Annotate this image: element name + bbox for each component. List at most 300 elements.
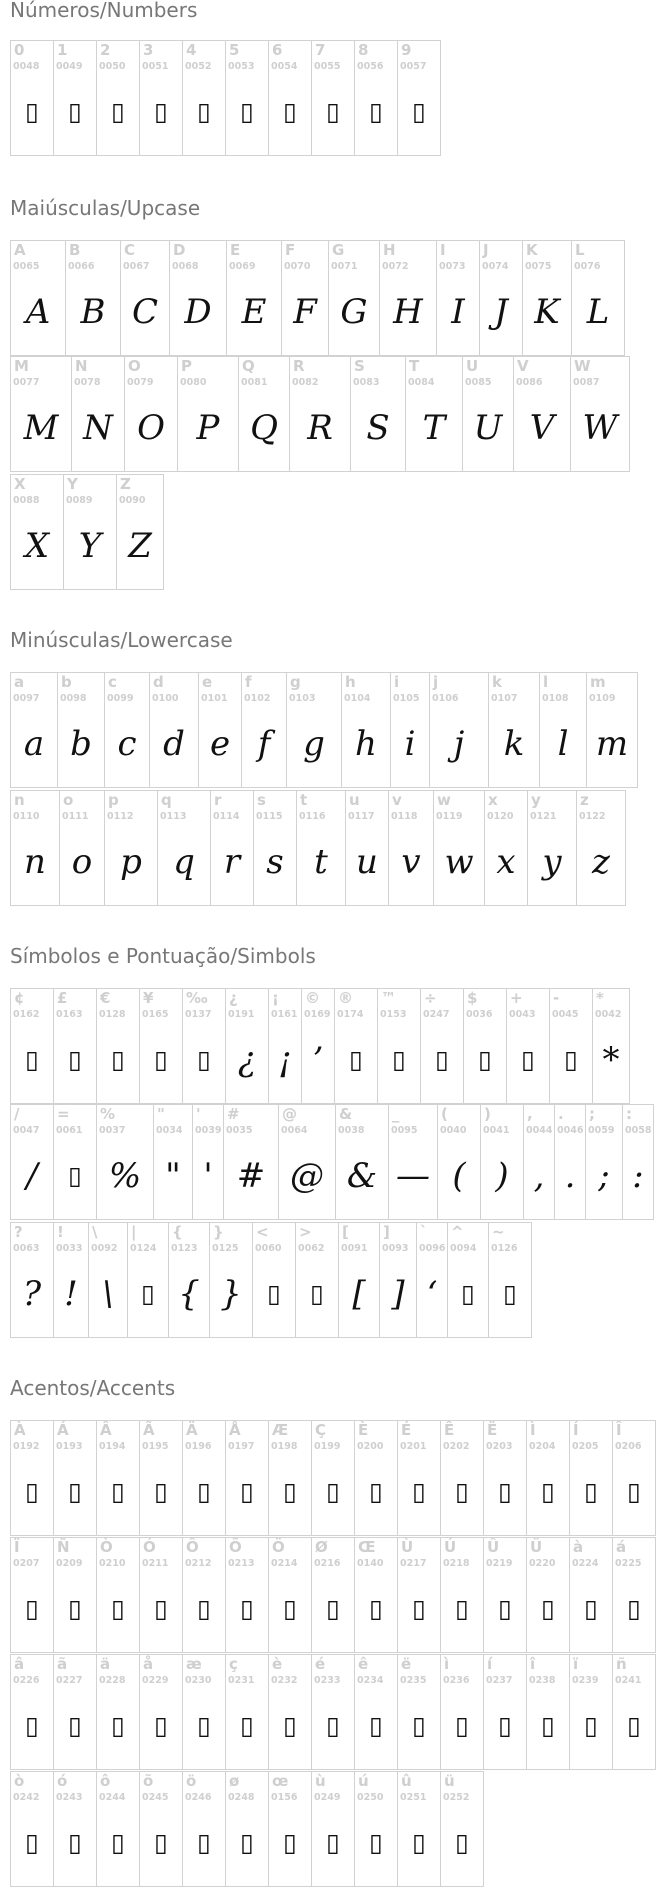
glyph-cell xyxy=(53,1420,97,1536)
glyph-cell xyxy=(462,356,514,472)
glyph-cell xyxy=(104,672,150,788)
missing-glyph-box: ▯ xyxy=(111,97,125,126)
glyph-cell xyxy=(429,672,489,788)
glyph-sample: S xyxy=(366,408,390,448)
glyph-character-label: ( xyxy=(441,1105,448,1123)
glyph-cell xyxy=(127,1222,169,1338)
glyph-character-label: î xyxy=(530,1655,536,1673)
glyph-sample: I xyxy=(451,292,465,332)
glyph-code-label: 0116 xyxy=(299,811,326,822)
glyph-character-label: $ xyxy=(467,989,478,1007)
glyph-cell xyxy=(241,672,287,788)
glyph-code-label: 0091 xyxy=(341,1243,368,1254)
glyph-cell xyxy=(440,1771,484,1887)
glyph-cell xyxy=(397,40,441,156)
glyph-cell xyxy=(10,1420,54,1536)
glyph-code-label: 0052 xyxy=(185,61,212,72)
missing-glyph-box: ▯ xyxy=(283,1477,297,1506)
glyph-code-label: 0247 xyxy=(423,1009,450,1020)
glyph-cell xyxy=(225,1771,269,1887)
glyph-cell xyxy=(488,1222,532,1338)
glyph-cell xyxy=(169,240,227,356)
glyph-code-label: 0049 xyxy=(56,61,83,72)
glyph-code-label: 0123 xyxy=(171,1243,198,1254)
glyph-code-label: 0212 xyxy=(185,1558,212,1569)
missing-glyph-box: ▯ xyxy=(412,1828,426,1857)
glyph-sample: ¡ xyxy=(278,1040,292,1080)
glyph-character-label: m xyxy=(590,673,606,691)
glyph-cell xyxy=(59,790,105,906)
glyph-character-label: € xyxy=(100,989,111,1007)
glyph-code-label: 0062 xyxy=(298,1243,325,1254)
glyph-sample: G xyxy=(340,292,368,332)
glyph-sample: D xyxy=(184,292,212,332)
glyph-character-label: o xyxy=(63,791,74,809)
glyph-sample: s xyxy=(266,842,284,882)
glyph-code-label: 0098 xyxy=(60,693,87,704)
glyph-character-label: ~ xyxy=(492,1223,505,1241)
glyph-sample: W xyxy=(582,408,618,448)
glyph-cell xyxy=(10,40,54,156)
glyph-character-label: r xyxy=(214,791,222,809)
glyph-code-label: 0036 xyxy=(466,1009,493,1020)
glyph-code-label: 0074 xyxy=(482,261,509,272)
glyph-character-label: S xyxy=(354,357,365,375)
glyph-character-label: ö xyxy=(186,1772,197,1790)
glyph-code-label: 0092 xyxy=(91,1243,118,1254)
glyph-cell xyxy=(153,1104,193,1220)
glyph-character-label: Ñ xyxy=(57,1538,70,1556)
glyph-character-label: : xyxy=(626,1105,632,1123)
glyph-code-label: 0061 xyxy=(56,1125,83,1136)
missing-glyph-box: ▯ xyxy=(498,1477,512,1506)
glyph-character-label: \ xyxy=(92,1223,98,1241)
glyph-cell xyxy=(96,988,140,1104)
section-title-symbols: Símbolos e Pontuação/Simbols xyxy=(10,944,316,968)
glyph-row xyxy=(10,672,637,787)
glyph-code-label: 0081 xyxy=(241,377,268,388)
glyph-cell xyxy=(88,1222,128,1338)
glyph-code-label: 0237 xyxy=(486,1675,513,1686)
glyph-sample: ‘ xyxy=(426,1274,438,1314)
glyph-cell xyxy=(139,40,183,156)
glyph-code-label: 0246 xyxy=(185,1792,212,1803)
glyph-character-label: = xyxy=(57,1105,70,1123)
glyph-character-label: ç xyxy=(229,1655,238,1673)
glyph-sample: f xyxy=(257,724,271,764)
glyph-code-label: 0059 xyxy=(588,1125,615,1136)
glyph-cell xyxy=(10,474,64,590)
glyph-cell xyxy=(506,988,550,1104)
glyph-code-label: 0112 xyxy=(107,811,134,822)
glyph-cell xyxy=(592,988,630,1104)
glyph-cell xyxy=(281,240,329,356)
glyph-cell xyxy=(96,1654,140,1770)
glyph-code-label: 0249 xyxy=(314,1792,341,1803)
glyph-character-label: Ø xyxy=(315,1538,328,1556)
glyph-code-label: 0128 xyxy=(99,1009,126,1020)
glyph-cell xyxy=(549,988,593,1104)
glyph-code-label: 0248 xyxy=(228,1792,255,1803)
missing-glyph-box: ▯ xyxy=(455,1477,469,1506)
glyph-character-label: y xyxy=(531,791,541,809)
glyph-cell xyxy=(96,40,140,156)
missing-glyph-box: ▯ xyxy=(25,1045,39,1074)
missing-glyph-box: ▯ xyxy=(197,1711,211,1740)
glyph-cell xyxy=(268,1537,312,1653)
glyph-code-label: 0048 xyxy=(13,61,40,72)
missing-glyph-box: ▯ xyxy=(68,1161,82,1190)
glyph-character-label: ! xyxy=(57,1223,64,1241)
glyph-code-label: 0140 xyxy=(357,1558,384,1569)
glyph-character-label: % xyxy=(100,1105,116,1123)
glyph-code-label: 0079 xyxy=(127,377,154,388)
glyph-cell xyxy=(569,1654,613,1770)
glyph-code-label: 0104 xyxy=(344,693,371,704)
glyph-code-label: 0084 xyxy=(408,377,435,388)
glyph-cell xyxy=(268,40,312,156)
glyph-cell xyxy=(268,1420,312,1536)
glyph-sample: @ xyxy=(290,1156,324,1196)
glyph-code-label: 0109 xyxy=(589,693,616,704)
glyph-cell xyxy=(157,790,211,906)
section-title-upcase: Maiúsculas/Upcase xyxy=(10,196,201,220)
glyph-character-label: è xyxy=(272,1655,283,1673)
glyph-sample: P xyxy=(196,408,220,448)
missing-glyph-box: ▯ xyxy=(369,1828,383,1857)
glyph-character-label: U xyxy=(466,357,479,375)
glyph-cell xyxy=(96,1537,140,1653)
glyph-code-label: 0206 xyxy=(615,1441,642,1452)
glyph-sample: / xyxy=(26,1156,38,1196)
glyph-character-label: 5 xyxy=(229,41,240,59)
glyph-code-label: 0063 xyxy=(13,1243,40,1254)
glyph-code-label: 0037 xyxy=(99,1125,126,1136)
glyph-character-label: æ xyxy=(186,1655,202,1673)
glyph-code-label: 0067 xyxy=(123,261,150,272)
glyph-cell xyxy=(120,240,170,356)
missing-glyph-box: ▯ xyxy=(197,1045,211,1074)
glyph-code-label: 0192 xyxy=(13,1441,40,1452)
glyph-cell xyxy=(526,1654,570,1770)
glyph-code-label: 0202 xyxy=(443,1441,470,1452)
glyph-sample: o xyxy=(71,842,93,882)
glyph-cell xyxy=(570,356,630,472)
glyph-code-label: 0095 xyxy=(391,1125,418,1136)
glyph-character-label: G xyxy=(332,241,345,259)
glyph-character-label: ñ xyxy=(616,1655,627,1673)
section-title-accents: Acentos/Accents xyxy=(10,1376,176,1400)
glyph-character-label: £ xyxy=(57,989,68,1007)
glyph-character-label: ì xyxy=(444,1655,450,1673)
glyph-code-label: 0199 xyxy=(314,1441,341,1452)
glyph-code-label: 0117 xyxy=(348,811,375,822)
glyph-character-label: W xyxy=(574,357,591,375)
glyph-code-label: 0050 xyxy=(99,61,126,72)
glyph-character-label: & xyxy=(339,1105,353,1123)
glyph-code-label: 0078 xyxy=(74,377,101,388)
glyph-cell xyxy=(527,790,577,906)
glyph-character-label: ¡ xyxy=(272,989,279,1007)
glyph-code-label: 0214 xyxy=(271,1558,298,1569)
glyph-character-label: I xyxy=(440,241,446,259)
glyph-sample: k xyxy=(503,724,525,764)
glyph-sample: u xyxy=(356,842,378,882)
glyph-character-label: â xyxy=(14,1655,25,1673)
missing-glyph-box: ▯ xyxy=(498,1711,512,1740)
glyph-sample: t xyxy=(314,842,328,882)
glyph-code-label: 0047 xyxy=(13,1125,40,1136)
glyph-cell xyxy=(341,672,391,788)
glyph-cell xyxy=(612,1537,656,1653)
glyph-character-label: M xyxy=(14,357,29,375)
glyph-character-label: B xyxy=(69,241,81,259)
glyph-character-label: L xyxy=(575,241,585,259)
glyph-character-label: à xyxy=(573,1538,584,1556)
glyph-character-label: Ê xyxy=(444,1421,455,1439)
missing-glyph-box: ▯ xyxy=(326,97,340,126)
glyph-code-label: 0122 xyxy=(579,811,606,822)
missing-glyph-box: ▯ xyxy=(627,1477,641,1506)
glyph-code-label: 0102 xyxy=(244,693,271,704)
glyph-sample: g xyxy=(303,724,325,764)
glyph-code-label: 0219 xyxy=(486,1558,513,1569)
glyph-character-label: Q xyxy=(242,357,255,375)
glyph-sample: Z xyxy=(128,526,152,566)
glyph-sample: R xyxy=(307,408,333,448)
glyph-row xyxy=(10,1537,655,1652)
glyph-character-label: p xyxy=(108,791,119,809)
glyph-character-label: c xyxy=(108,673,117,691)
glyph-character-label: ú xyxy=(358,1772,369,1790)
missing-glyph-box: ▯ xyxy=(326,1828,340,1857)
glyph-row xyxy=(10,1654,655,1769)
missing-glyph-box: ▯ xyxy=(68,1711,82,1740)
glyph-cell xyxy=(484,790,528,906)
glyph-character-label: O xyxy=(128,357,141,375)
glyph-character-label: ë xyxy=(401,1655,412,1673)
missing-glyph-box: ▯ xyxy=(369,97,383,126)
glyph-code-label: 0216 xyxy=(314,1558,341,1569)
missing-glyph-box: ▯ xyxy=(111,1477,125,1506)
glyph-cell xyxy=(286,672,342,788)
glyph-cell xyxy=(354,40,398,156)
glyph-code-label: 0053 xyxy=(228,61,255,72)
missing-glyph-box: ▯ xyxy=(25,1828,39,1857)
glyph-character-label: t xyxy=(300,791,308,809)
glyph-character-label: } xyxy=(213,1223,224,1241)
glyph-character-label: Ü xyxy=(530,1538,543,1556)
glyph-code-label: 0113 xyxy=(160,811,187,822)
glyph-sample: ¿ xyxy=(237,1040,257,1080)
glyph-character-label: õ xyxy=(143,1772,154,1790)
glyph-cell xyxy=(278,1104,336,1220)
missing-glyph-box: ▯ xyxy=(154,97,168,126)
glyph-row xyxy=(10,474,163,589)
glyph-cell xyxy=(53,1222,89,1338)
glyph-code-label: 0108 xyxy=(542,693,569,704)
glyph-character-label: x xyxy=(488,791,498,809)
glyph-character-label: j xyxy=(433,673,439,691)
glyph-cell xyxy=(397,1654,441,1770)
glyph-cell xyxy=(354,1654,398,1770)
missing-glyph-box: ▯ xyxy=(154,1711,168,1740)
glyph-character-label: v xyxy=(392,791,402,809)
glyph-cell xyxy=(177,356,239,472)
glyph-sample: X xyxy=(24,526,50,566)
glyph-code-label: 0226 xyxy=(13,1675,40,1686)
missing-glyph-box: ▯ xyxy=(283,1594,297,1623)
glyph-character-label: Ì xyxy=(530,1421,536,1439)
glyph-character-label: 6 xyxy=(272,41,283,59)
glyph-code-label: 0196 xyxy=(185,1441,212,1452)
glyph-sample: O xyxy=(137,408,165,448)
glyph-cell xyxy=(338,1222,380,1338)
glyph-character-label: ' xyxy=(196,1105,201,1123)
glyph-cell xyxy=(397,1537,441,1653)
glyph-code-label: 0039 xyxy=(195,1125,222,1136)
glyph-cell xyxy=(569,1420,613,1536)
glyph-code-label: 0086 xyxy=(516,377,543,388)
glyph-cell xyxy=(10,1104,54,1220)
glyph-character-label: w xyxy=(437,791,451,809)
glyph-character-label: Á xyxy=(57,1421,69,1439)
glyph-code-label: 0118 xyxy=(391,811,418,822)
glyph-code-label: 0035 xyxy=(226,1125,253,1136)
glyph-code-label: 0204 xyxy=(529,1441,556,1452)
glyph-code-label: 0066 xyxy=(68,261,95,272)
glyph-row xyxy=(10,40,440,155)
glyph-character-label: ‰ xyxy=(186,989,208,1007)
glyph-code-label: 0238 xyxy=(529,1675,556,1686)
glyph-character-label: ø xyxy=(229,1772,240,1790)
glyph-cell xyxy=(390,672,430,788)
missing-glyph-box: ▯ xyxy=(154,1045,168,1074)
glyph-character-label: ¥ xyxy=(143,989,154,1007)
glyph-character-label: V xyxy=(517,357,529,375)
glyph-code-label: 0119 xyxy=(436,811,463,822)
glyph-code-label: 0165 xyxy=(142,1009,169,1020)
glyph-character-label: û xyxy=(401,1772,412,1790)
glyph-code-label: 0207 xyxy=(13,1558,40,1569)
glyph-sample: — xyxy=(396,1156,430,1196)
glyph-cell xyxy=(225,1537,269,1653)
glyph-cell xyxy=(253,790,297,906)
section-title-lowercase: Minúsculas/Lowercase xyxy=(10,628,233,652)
glyph-character-label: ä xyxy=(100,1655,111,1673)
glyph-character-label: * xyxy=(596,989,604,1007)
glyph-code-label: 0072 xyxy=(382,261,409,272)
glyph-cell xyxy=(10,1222,54,1338)
glyph-character-label: © xyxy=(305,989,320,1007)
glyph-sample: , xyxy=(533,1156,545,1196)
missing-glyph-box: ▯ xyxy=(541,1477,555,1506)
glyph-character-label: á xyxy=(616,1538,627,1556)
glyph-cell xyxy=(479,240,523,356)
glyph-cell xyxy=(268,1654,312,1770)
glyph-cell xyxy=(139,988,183,1104)
glyph-character-label: A xyxy=(14,241,26,259)
glyph-sample: : xyxy=(632,1156,644,1196)
glyph-cell xyxy=(354,1537,398,1653)
missing-glyph-box: ▯ xyxy=(326,1711,340,1740)
glyph-code-label: 0210 xyxy=(99,1558,126,1569)
glyph-row xyxy=(10,356,629,471)
glyph-character-label: 0 xyxy=(14,41,25,59)
glyph-cell xyxy=(198,672,242,788)
glyph-sample: } xyxy=(220,1274,242,1314)
missing-glyph-box: ▯ xyxy=(240,1477,254,1506)
glyph-code-label: 0161 xyxy=(271,1009,298,1020)
glyph-cell xyxy=(223,1104,279,1220)
glyph-cell xyxy=(388,1104,438,1220)
glyph-cell xyxy=(576,790,626,906)
glyph-cell xyxy=(10,1537,54,1653)
glyph-code-label: 0169 xyxy=(304,1009,331,1020)
glyph-character-label: , xyxy=(527,1105,533,1123)
glyph-character-label: # xyxy=(227,1105,240,1123)
glyph-character-label: Ç xyxy=(315,1421,327,1439)
glyph-code-label: 0033 xyxy=(56,1243,83,1254)
missing-glyph-box: ▯ xyxy=(197,1828,211,1857)
glyph-sample: p xyxy=(120,842,142,882)
glyph-sample: x xyxy=(496,842,516,882)
glyph-character-label: " xyxy=(157,1105,165,1123)
glyph-character-label: Ã xyxy=(143,1421,155,1439)
missing-glyph-box: ▯ xyxy=(240,1594,254,1623)
glyph-code-label: 0096 xyxy=(419,1243,446,1254)
glyph-code-label: 0068 xyxy=(172,261,199,272)
glyph-code-label: 0110 xyxy=(13,811,40,822)
glyph-code-label: 0090 xyxy=(119,495,146,506)
glyph-character-label: ^ xyxy=(451,1223,464,1241)
glyph-character-label: @ xyxy=(282,1105,297,1123)
glyph-character-label: é xyxy=(315,1655,326,1673)
missing-glyph-box: ▯ xyxy=(412,1594,426,1623)
glyph-character-label: Ú xyxy=(444,1538,457,1556)
glyph-character-label: É xyxy=(401,1421,412,1439)
glyph-sample: h xyxy=(355,724,377,764)
glyph-code-label: 0060 xyxy=(255,1243,282,1254)
glyph-code-label: 0111 xyxy=(62,811,89,822)
glyph-code-label: 0115 xyxy=(256,811,283,822)
glyph-code-label: 0069 xyxy=(229,261,256,272)
glyph-cell xyxy=(182,988,226,1104)
glyph-cell xyxy=(238,356,290,472)
glyph-character-label: > xyxy=(299,1223,312,1241)
glyph-sample: w xyxy=(444,842,474,882)
glyph-cell xyxy=(416,1222,448,1338)
glyph-character-label: ¢ xyxy=(14,989,25,1007)
glyph-cell xyxy=(335,1104,389,1220)
glyph-character-label: i xyxy=(394,673,400,691)
glyph-sample: v xyxy=(401,842,421,882)
glyph-cell xyxy=(437,1104,481,1220)
glyph-code-label: 0120 xyxy=(487,811,514,822)
glyph-sample: J xyxy=(494,292,508,332)
glyph-cell xyxy=(226,240,282,356)
glyph-cell xyxy=(447,1222,489,1338)
glyph-character-label: Í xyxy=(573,1421,579,1439)
glyph-code-label: 0076 xyxy=(574,261,601,272)
glyph-code-label: 0220 xyxy=(529,1558,556,1569)
glyph-cell xyxy=(96,1104,154,1220)
glyph-cell xyxy=(311,1771,355,1887)
glyph-cell xyxy=(397,1420,441,1536)
glyph-cell xyxy=(554,1104,586,1220)
glyph-code-label: 0046 xyxy=(557,1125,584,1136)
missing-glyph-box: ▯ xyxy=(369,1711,383,1740)
